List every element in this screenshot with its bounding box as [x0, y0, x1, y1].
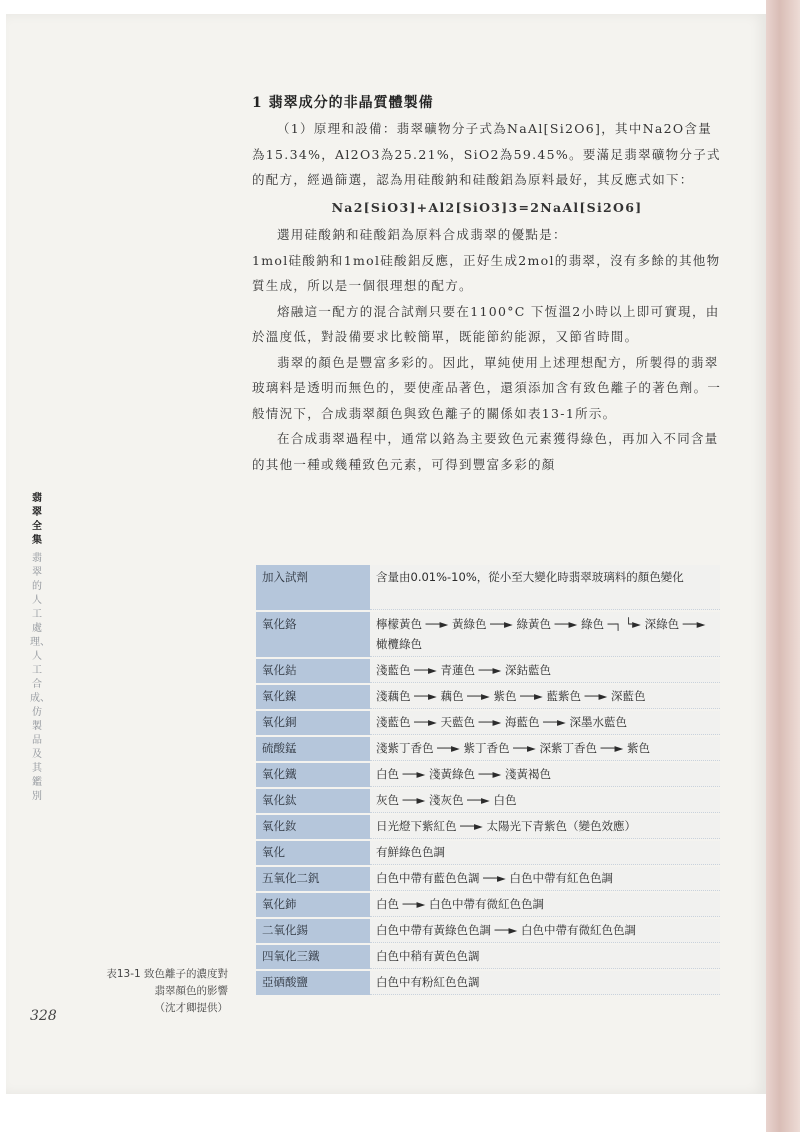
table-row — [256, 789, 720, 813]
table-row — [256, 659, 720, 683]
reagent-cell: 氧化鈰 — [256, 893, 370, 917]
table-row — [256, 971, 720, 995]
table-row — [256, 763, 720, 787]
table-row — [256, 919, 720, 943]
table-header-row — [256, 565, 720, 610]
table-row — [256, 945, 720, 969]
paragraph-advantage: 1mol硅酸鈉和1mol硅酸鋁反應，正好生成2mol的翡翠，沒有多餘的其他物質生成，所以是一個很理想的配方。 — [252, 252, 721, 293]
color-change-cell: 白色中有粉紅色色調 — [370, 971, 720, 995]
paragraph-coloring: 翡翠的顏色是豐富多彩的。因此，單純使用上述理想配方，所製得的翡翠玻璃料是透明而無色的，要使產品著色，還須添加含有致色離子的著色劑。一般情況下，合成翡翠顏色與致色離子的關係如表13-1所示。 — [252, 354, 722, 421]
reagent-cell: 氧化銅 — [256, 711, 370, 735]
color-change-cell: 白色中稍有黃色色調 — [370, 945, 720, 969]
body-text — [252, 116, 722, 477]
color-change-cell: 白色中帶有黃綠色色調 ──► 白色中帶有微紅色色調 — [370, 919, 720, 943]
color-ion-table — [256, 563, 720, 997]
side-tab-subtitle: 翡翠的人工處理、人工合成、仿製品及其鑑別 — [30, 553, 50, 802]
color-change-cell: 淺藍色 ──► 青蓮色 ──► 深鈷藍色 — [370, 659, 720, 683]
paragraph-melting: 熔融這一配方的混合試劑只要在1100°C 下恆溫2小時以上即可實現，由於溫度低，對設備要求比較簡單，既能節約能源，又節省時間。 — [252, 303, 720, 344]
color-change-cell: 淺藕色 ──► 藕色 ──► 紫色 ──► 藍紫色 ──► 深藍色 — [370, 685, 720, 709]
table-row — [256, 867, 720, 891]
color-change-cell: 白色 ──► 淺黃綠色 ──► 淺黃褐色 — [370, 763, 720, 787]
caption-line: 表13-1 致色離子的濃度對 — [106, 968, 228, 980]
color-change-cell: 有鮮綠色色調 — [370, 841, 720, 865]
page-number: 328 — [30, 1008, 57, 1024]
caption-credit: （沈才卿提供） — [154, 1002, 228, 1014]
color-change-cell: 淺紫丁香色 ──► 紫丁香色 ──► 深紫丁香色 ──► 紫色 — [370, 737, 720, 761]
reaction-equation: Na2[SiO3]+Al2[SiO3]3=2NaAl[Si2O6] — [331, 199, 643, 215]
chapter-side-tab — [30, 492, 50, 804]
paragraph-advantage-intro: 選用硅酸鈉和硅酸鋁為原料合成翡翠的優點是： — [277, 227, 567, 242]
side-tab-title: 翡翠全集 — [32, 493, 42, 546]
reagent-cell: 四氧化三鐵 — [256, 945, 370, 969]
section-heading: 1 翡翠成分的非晶質體製備 — [252, 95, 434, 111]
reagent-cell: 氧化釹 — [256, 815, 370, 839]
table-row — [256, 612, 720, 657]
reagent-cell: 亞硒酸鹽 — [256, 971, 370, 995]
color-change-cell: 日光燈下紫紅色 ──► 太陽光下青紫色（變色效應） — [370, 815, 720, 839]
color-change-cell: 白色 ──► 白色中帶有微紅色色調 — [370, 893, 720, 917]
reagent-cell: 氧化 — [256, 841, 370, 865]
paragraph-principle: （1）原理和設備：翡翠礦物分子式為NaAl[Si2O6]，其中Na2O含量為15.34%，Al2O3為25.21%，SiO2為59.45%。要滿足翡翠礦物分子式的配方，經過篩選，認為用硅酸鈉和硅酸鋁為原料最好，其反應式如下： — [252, 121, 721, 187]
reagent-cell: 二氧化錫 — [256, 919, 370, 943]
table-row — [256, 815, 720, 839]
table-row — [256, 893, 720, 917]
header-reagent: 加入試劑 — [256, 565, 370, 610]
reagent-cell: 硫酸錳 — [256, 737, 370, 761]
reagent-cell: 氧化鈷 — [256, 659, 370, 683]
color-change-cell: 檸檬黃色 ──► 黃綠色 ──► 綠黃色 ──► 綠色 ─┐ └► 深綠色 ──► 橄欖綠色 — [370, 612, 720, 657]
color-change-cell: 淺藍色 ──► 天藍色 ──► 海藍色 ──► 深墨水藍色 — [370, 711, 720, 735]
reagent-cell: 氧化鎳 — [256, 685, 370, 709]
reagent-cell: 氧化鈦 — [256, 789, 370, 813]
table-row — [256, 685, 720, 709]
header-effect: 含量由0.01%-10%，從小至大變化時翡翠玻璃料的顏色變化 — [370, 565, 720, 610]
reagent-cell: 五氧化二釩 — [256, 867, 370, 891]
table-caption — [60, 966, 228, 1017]
color-change-cell: 白色中帶有藍色色調 ──► 白色中帶有紅色色調 — [370, 867, 720, 891]
paragraph-synthesis: 在合成翡翠過程中，通常以鉻為主要致色元素獲得綠色，再加入不同含量的其他一種或幾種致色元素，可得到豐富多彩的顏 — [252, 431, 719, 472]
color-change-cell: 灰色 ──► 淺灰色 ──► 白色 — [370, 789, 720, 813]
book-spine — [766, 0, 800, 1132]
reagent-cell: 氧化鐵 — [256, 763, 370, 787]
table-row — [256, 737, 720, 761]
caption-line: 翡翠顏色的影響 — [154, 985, 228, 997]
table-row — [256, 711, 720, 735]
table-row — [256, 841, 720, 865]
reagent-cell: 氧化鉻 — [256, 612, 370, 657]
